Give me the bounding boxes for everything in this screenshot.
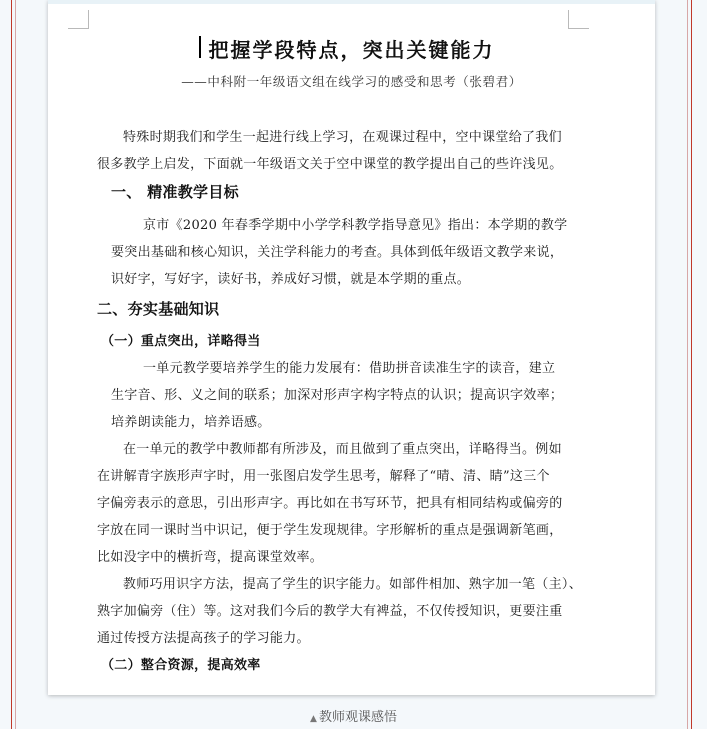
paragraph-line[interactable]: 京市《2020 年春季学期中小学学科教学指导意见》指出：本学期的教学 — [143, 218, 568, 233]
right-border-line-inner — [687, 0, 688, 729]
paragraph-line[interactable]: 比如没字中的横折弯，提高课堂效率。 — [97, 550, 324, 565]
paragraph-line[interactable]: 特殊时期我们和学生一起进行线上学习，在观课过程中，空中课堂给了我们 — [123, 130, 562, 145]
document-title[interactable]: 把握学段特点，突出关键能力 — [208, 38, 495, 62]
paragraph-line[interactable]: 通过传授方法提高孩子的学习能力。 — [97, 631, 310, 646]
subsection-heading[interactable]: （一）重点突出，详略得当 — [101, 334, 261, 349]
paragraph-line[interactable]: 教师巧用识字方法，提高了学生的识字能力。如部件相加、熟字加一笔（主）、 — [123, 577, 583, 592]
left-border-line — [11, 0, 12, 729]
margin-corner-top-left — [68, 10, 89, 29]
paragraph-line[interactable]: 在讲解青字族形声字时，用一张图启发学生思考，解释了“晴、清、睛”这三个 — [97, 469, 550, 484]
paragraph-line[interactable]: 要突出基础和核心知识，关注学科能力的考查。具体到低年级语文教学来说， — [111, 245, 564, 260]
margin-corner-top-right — [568, 10, 589, 29]
paragraph-line[interactable]: 培养朗读能力，培养语感。 — [111, 415, 271, 430]
document-subtitle[interactable]: ——中科附一年级语文组在线学习的感受和思考（张碧君） — [181, 74, 522, 89]
paragraph-line[interactable]: 熟字加偏旁（住）等。这对我们今后的教学大有裨益，不仅传授知识，更要注重 — [97, 604, 563, 619]
section-heading[interactable]: 一、 精准教学目标 — [111, 183, 239, 201]
section-heading[interactable]: 二、夯实基础知识 — [97, 300, 220, 318]
right-border-line — [691, 0, 692, 729]
paragraph-line[interactable]: 很多教学上启发，下面就一年级语文关于空中课堂的教学提出自己的些许浅见。 — [97, 157, 563, 172]
paragraph-line[interactable]: 生字音、形、义之间的联系；加深对形声字构字特点的认识；提高识字效率； — [111, 388, 564, 403]
document-page — [48, 0, 655, 695]
paragraph-line[interactable]: 在一单元的教学中教师都有所涉及，而且做到了重点突出，详略得当。例如 — [123, 442, 562, 457]
paragraph-line[interactable]: 一单元教学要培养学生的能力发展有：借助拼音读准生字的读音，建立 — [143, 361, 556, 376]
subsection-heading[interactable]: （二）整合资源，提高效率 — [101, 658, 261, 673]
image-caption — [0, 706, 707, 725]
paragraph-line[interactable]: 识好字，写好字，读好书，养成好习惯，就是本学期的重点。 — [111, 272, 471, 287]
caption-text: 教师观课感悟 — [318, 710, 397, 725]
caption-triangle-icon: ▲ — [310, 714, 317, 724]
left-border-line-inner — [15, 0, 16, 729]
paragraph-line[interactable]: 字放在同一课时当中识记，便于学生发现规律。字形解析的重点是强调新笔画， — [97, 523, 563, 538]
paragraph-line[interactable]: 字偏旁表示的意思，引出形声字。再比如在书写环节，把具有相同结构或偏旁的 — [97, 496, 563, 511]
page-top-strip — [48, 0, 655, 4]
